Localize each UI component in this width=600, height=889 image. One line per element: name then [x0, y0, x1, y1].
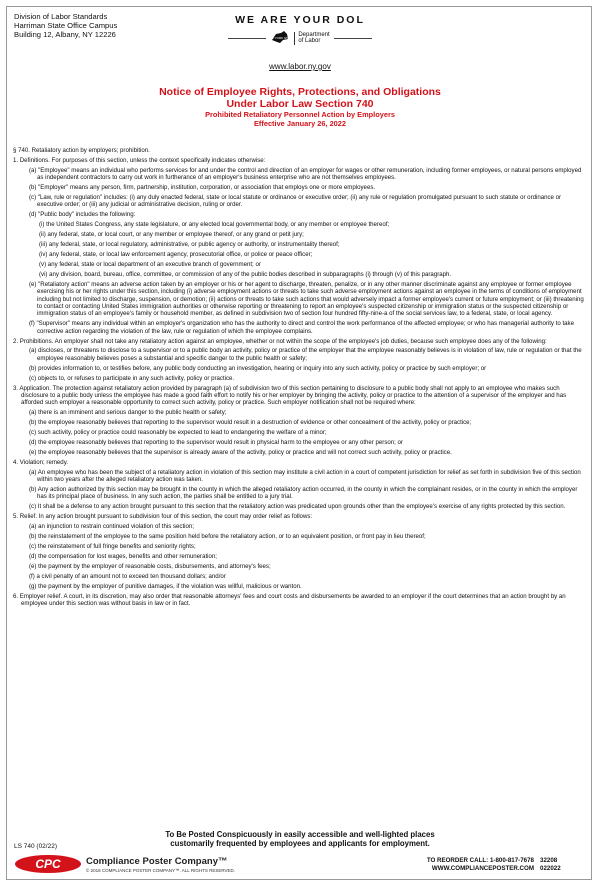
section-4: 4. Violation; remedy. [13, 458, 68, 466]
section-1d: (d) "Public body" includes the following: [29, 211, 136, 219]
address-line: Division of Labor Standards [14, 12, 108, 21]
section-1: 1. Definitions. For purposes of this section, unless the context specifically indicates otherwise: [13, 156, 266, 164]
section-1f: (f) "Supervisor" means any individual within an employer's organization who has the authority to direct and control the work performance of the affected employee; or who has managerial authority to take corrective action regarding the violation of the law, rule or regulation of which the employee complains. [29, 320, 574, 335]
reorder-phone: TO REORDER CALL: 1-800-817-7678 [426, 857, 534, 864]
section-5d: (d) the compensation for lost wages, benefits and other remuneration; [29, 552, 217, 560]
dol-slogan: WE ARE YOUR DOL [235, 14, 365, 26]
section-5g: (g) the payment by the employer of punitive damages, if the violation was willful, malicious or wanton. [29, 582, 302, 590]
agency-address [14, 12, 117, 39]
logo-state-text: NEW YORK STATE [267, 36, 294, 40]
effective-date: Effective January 26, 2022 [253, 119, 347, 128]
cpc-logo-icon [14, 854, 82, 874]
product-code [540, 857, 561, 872]
section-4c: (c) It shall be a defense to any action brought pursuant to this section that the retaliatory action was predicated upon grounds other than the employee's exercise of any rights protected by this section. [29, 503, 566, 511]
code-line-1: 32208 [540, 857, 558, 864]
copyright: © 2018 COMPLIANCE POSTER COMPANY™. ALL RIGHTS RESERVED. [86, 868, 236, 873]
section-5f: (f) a civil penalty of an amount not to exceed ten thousand dollars; and/or [29, 572, 226, 580]
cpc-logo-text: CPC [35, 857, 61, 871]
section-1a: (a) "Employee" means an individual who performs services for and under the control and direction of an employer for wages or other remuneration, including former employees, or natural persons employed as independent contractors to carry out work in furtherance of an employer's business enterprise who are not themselves employees. [29, 166, 582, 182]
section-1c: (c) "Law, rule or regulation" includes: (i) any duly enacted federal, state or local statute or ordinance or executive order; (ii) any rule or regulation promulgated pursuant to such statute or ordinance or executive order; or (iii) any judicial or administrative decision, ruling or order. [29, 194, 562, 209]
title-line-1: Notice of Employee Rights, Protections, and Obligations [159, 86, 441, 98]
notice-body [13, 147, 588, 610]
section-3e: (e) the employee reasonably believes that the supervisor is already aware of the activity, policy or practice and will not correct such activity, policy or practice. [29, 448, 452, 456]
section-2: 2. Prohibitions. An employer shall not take any retaliatory action against an employee, whether or not within the scope of the employee's job duties, because such employee does any of the following: [13, 337, 547, 345]
dol-website-link[interactable]: www.labor.ny.gov [269, 62, 331, 71]
section-2c: (c) objects to, or refuses to participate in any such activity, policy or practice. [29, 374, 235, 382]
section-5e: (e) the payment by the employer of reasonable costs, disbursements, and attorney's fees; [29, 562, 271, 570]
reorder-info [412, 857, 534, 872]
company-website[interactable]: WWW.COMPLIANCEPOSTER.COM [431, 864, 534, 872]
section-intro: § 740. Retaliatory action by employers; prohibition. [13, 147, 150, 154]
ny-state-icon [267, 30, 294, 46]
posting-line-2: customarily frequented by employees and applicants for employment. [170, 839, 430, 848]
notice-title [0, 86, 600, 110]
title-line-3: Prohibited Retaliatory Personnel Action by Employers [205, 110, 395, 119]
section-1d-v: (v) any federal, state or local department of an executive branch of government; or [39, 260, 261, 268]
section-4b: (b) Any action authorized by this section may be brought in the county in which the alleged retaliatory action occurred, in the county in which the complainant resides, or in the county in which the employer has its principal place of business. In any such action, the parties shall be entitled to a jury trial. [29, 486, 578, 501]
company-name: Compliance Poster Company™ [86, 856, 228, 867]
dept-line: of Labor [298, 38, 321, 44]
section-5a: (a) an injunction to restrain continued violation of this section; [29, 523, 194, 531]
section-3c: (c) such activity, policy or practice could reasonably be expected to lead to endangering the welfare of a minor; [29, 429, 327, 437]
section-6: 6. Employer relief. A court, in its discretion, may also order that reasonable attorneys' fees and court costs and disbursements be awarded to an employer if the court determines that an action brought by an employee under this section was without basis in law or in fact. [13, 592, 566, 607]
title-line-2: Under Labor Law Section 740 [226, 98, 374, 110]
posting-line-1: To Be Posted Conspicuously in easily accessible and well-lighted places [165, 830, 435, 839]
section-1d-ii: (ii) any federal, state, or local court, or any member or employee thereof, or any grand or petit jury; [39, 231, 304, 239]
section-1d-iv: (iv) any federal, state, or local law enforcement agency, prosecutorial office, or police or peace officer; [39, 250, 313, 258]
section-5c: (c) the reinstatement of full fringe benefits and seniority rights; [29, 542, 196, 550]
logo-rule-right [334, 38, 372, 39]
section-1d-i: (i) the United States Congress, any state legislature, or any elected local governmental body, or any member or employee thereof; [39, 221, 390, 229]
dept-line: Department [298, 31, 330, 38]
section-3d: (d) the employee reasonably believes that reporting to the supervisor would result in physical harm to the employee or any other person; or [29, 439, 403, 446]
dol-department-label [294, 32, 329, 45]
section-3b: (b) the employee reasonably believes that reporting to the supervisor would result in a destruction of evidence or other concealment of the activity, policy or practice; [29, 419, 472, 427]
section-3a: (a) there is an imminent and serious danger to the public health or safety; [29, 409, 227, 417]
section-4a: (a) An employee who has been the subject of a retaliatory action in violation of this section may institute a civil action in a court of competent jurisdiction for relief as set forth in subdivision five of this section within two years after the alleged retaliatory action was taken. [29, 468, 581, 484]
logo-rule-left [228, 38, 266, 39]
section-1b: (b) "Employer" means any person, firm, partnership, institution, corporation, or association that employs one or more employees. [29, 184, 376, 192]
section-5b: (b) the reinstatement of the employee to the same position held before the retaliatory action, or to an equivalent position, or front pay in lieu thereof; [29, 533, 426, 541]
section-2b: (b) provides information to, or testifies before, any public body conducting an investigation, hearing or inquiry into any such activity, policy or practice by such employer; or [29, 364, 487, 372]
notice-subtitle [0, 110, 600, 128]
address-line: Building 12, Albany, NY 12226 [14, 30, 116, 39]
posting-requirement [0, 830, 600, 848]
form-id: LS 740 (02/22) [14, 843, 58, 850]
section-1d-vi: (vi) any division, board, bureau, office, committee, or commission of any of the public bodies described in subparagraphs (i) through (v) of this paragraph. [39, 270, 452, 278]
section-2a: (a) discloses, or threatens to disclose to a supervisor or to a public body an activity, policy or practice of the employer that the employee reasonably believes is in violation of law, rule or regulation or that the employee reasonably believes poses a substantial and specific danger to the public health or safety; [29, 347, 582, 362]
code-line-2: 022022 [540, 864, 561, 872]
dol-logo [200, 30, 400, 46]
address-line: Harriman State Office Campus [14, 21, 118, 30]
section-5: 5. Relief. In any action brought pursuant to subdivision four of this section, the court may order relief as follows: [13, 513, 313, 521]
section-1d-iii: (iii) any federal, state, or local regulatory, administrative, or public agency or authority, or instrumentality thereof; [39, 241, 340, 249]
section-3: 3. Application. The protection against retaliatory action provided by paragraph (a) of subdivision two of this section pertaining to disclosure to a public body shall not apply to an employee who makes such disclosure to a public body unless the employee has made a good faith effort to notify his or her employer by bringing the activity, policy or practice to the attention of a supervisor of the employer and has afforded such employer a reasonable opportunity to correct such activity, policy or practice. Such employer notification shall not be required where: [13, 384, 567, 407]
section-1e: (e) "Retaliatory action" means an adverse action taken by an employer or his or her agent to discharge, threaten, penalize, or in any other manner discriminate against any employee or former employee exercising his or her rights under this section, including (i) adverse employment actions or threats to take such adverse employment actions against an employee in the terms of conditions of employment including but not limited to discharge, suspension, or demotion; (ii) actions or threats to take such actions that would adversely impact a former employee's current or future employment; or (iii) threatening to contact or contacting United States immigration authorities or otherwise reporting or threatening to report an employee's suspected citizenship or immigration status or the suspected citizenship or immigration status of an employee's family or household member, as defined in subdivision two of section four hundred fifty-nine-a of the social services law, to a federal, state, or local agency. [29, 280, 584, 318]
dol-branding [200, 14, 400, 46]
